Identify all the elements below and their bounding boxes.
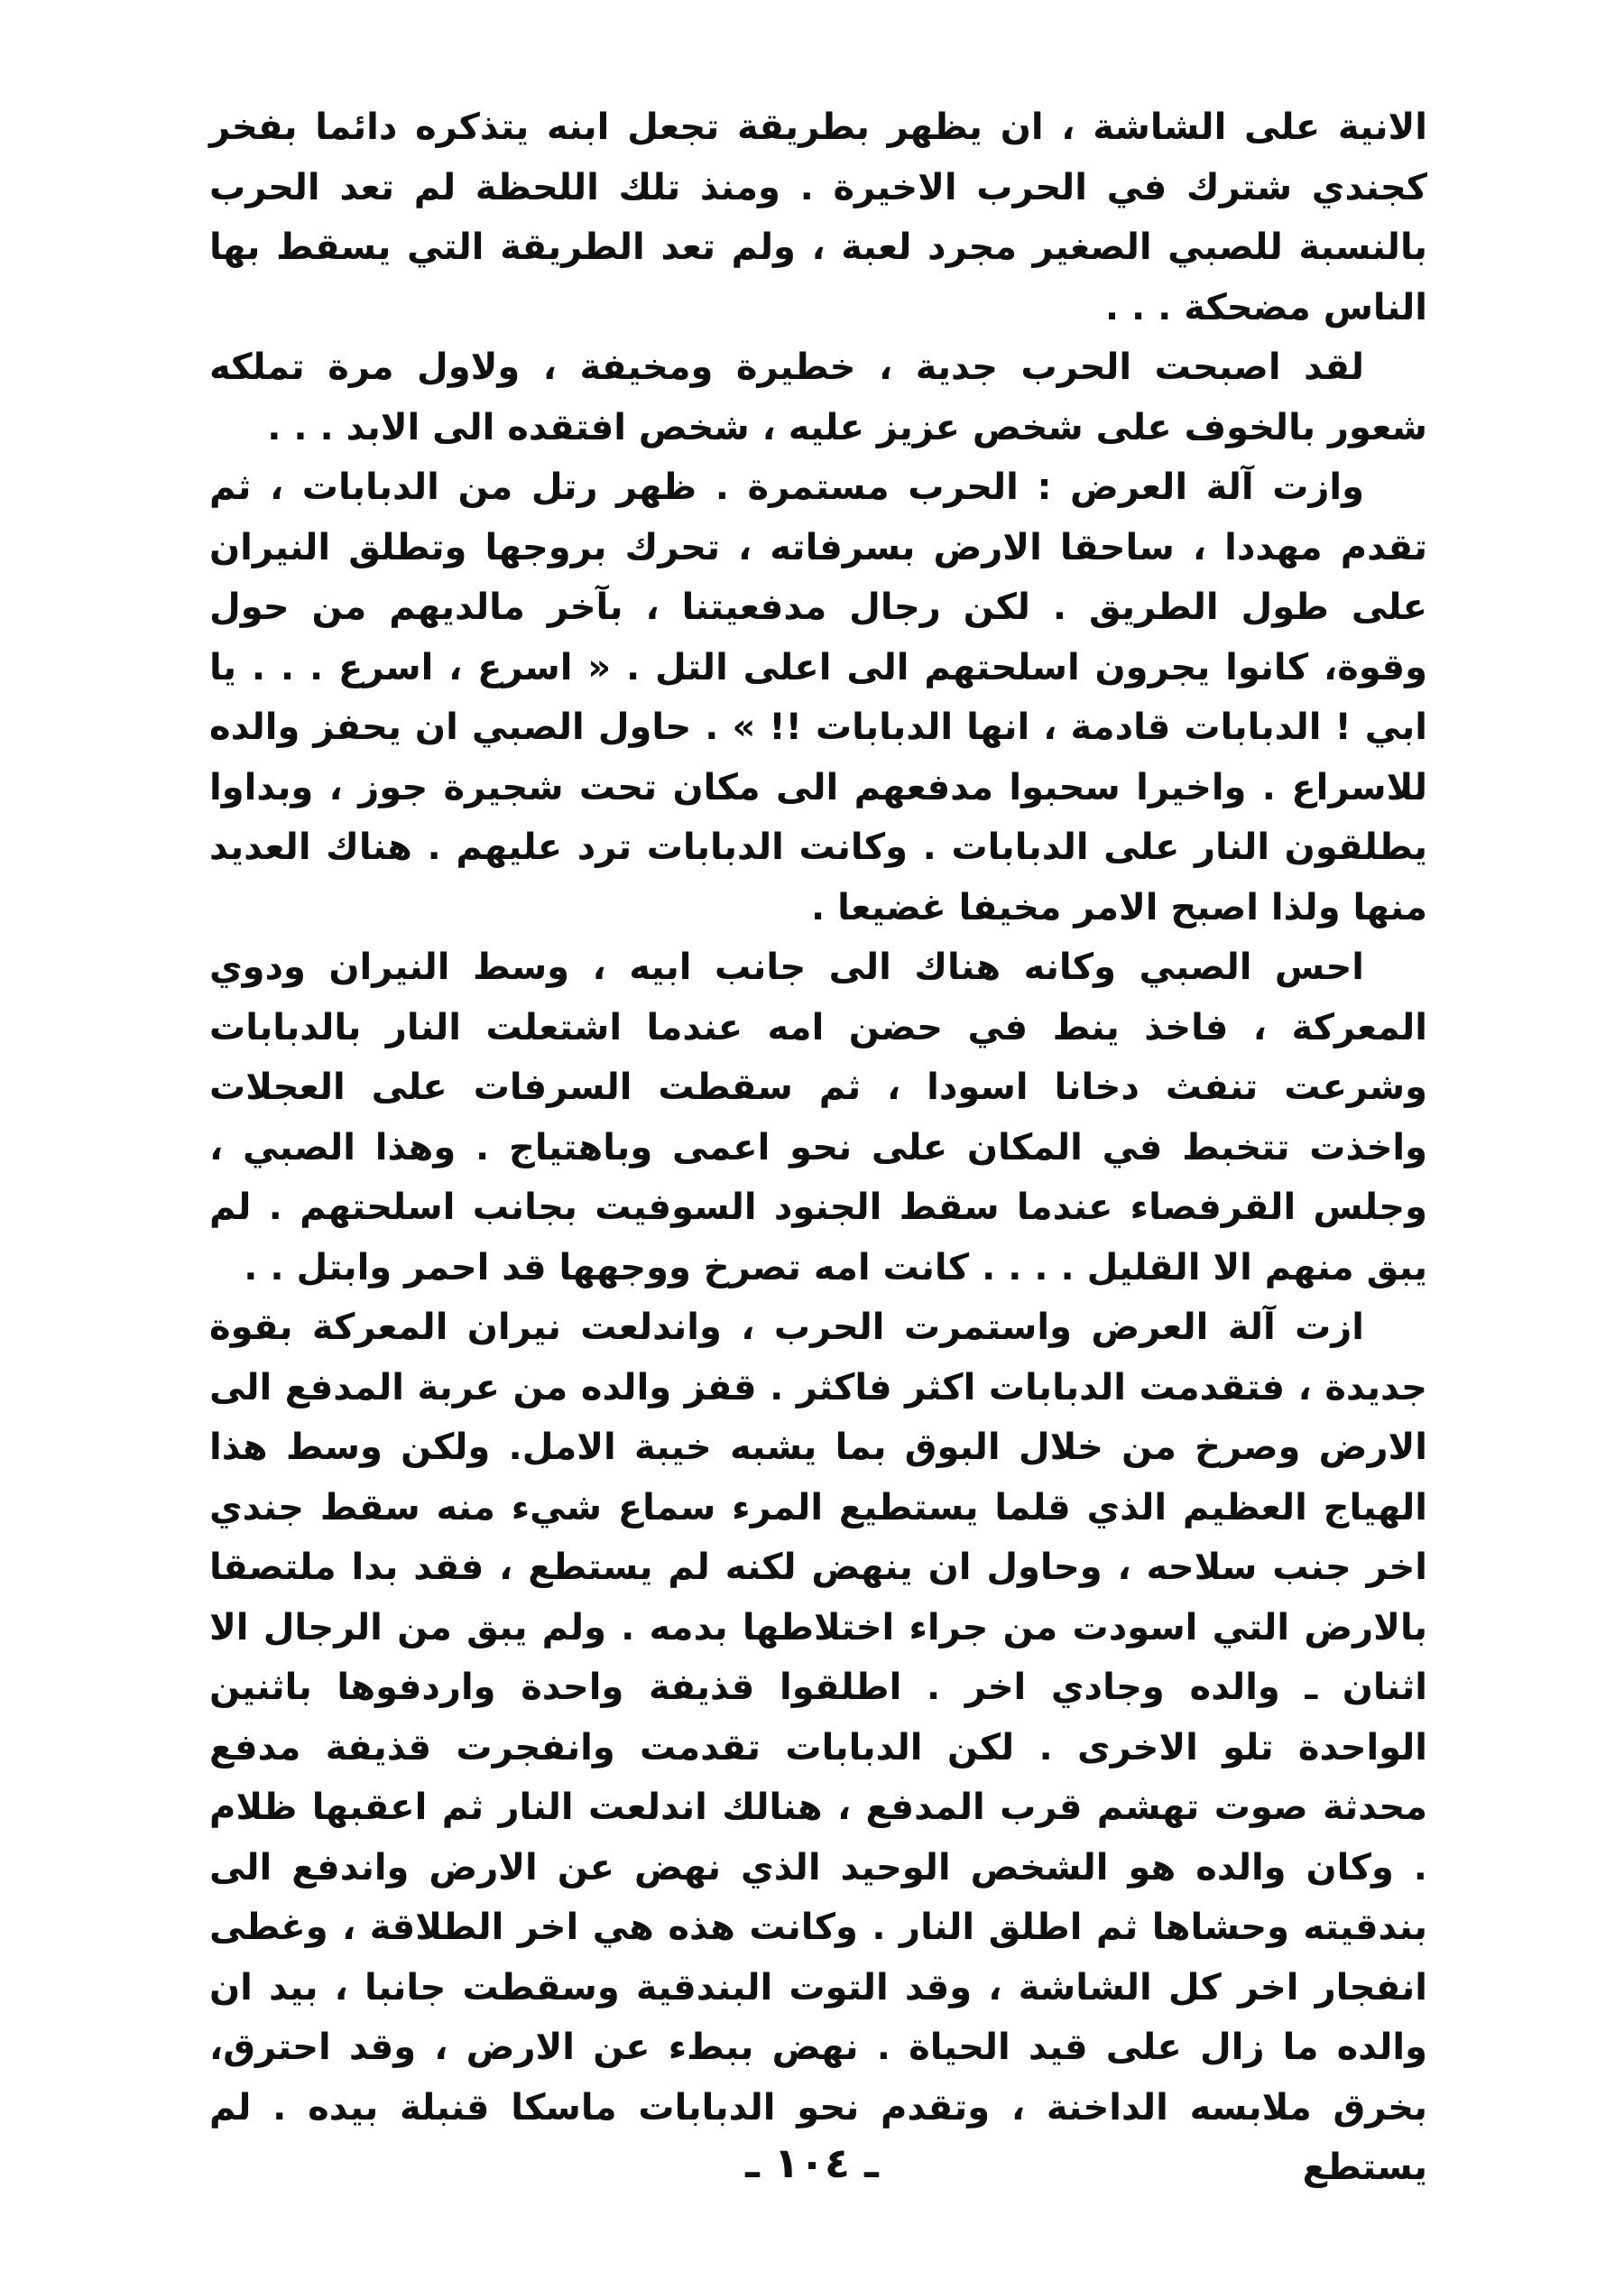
paragraph: ازت آلة العرض واستمرت الحرب ، واندلعت نيران المعركة بقوة جديدة ، فتقدمت الدبابات اكثر فاكثر . قفز والده من عربة المدفع الى الارض وصرخ من خلال البوق بما يشبه خيبة الامل. ولكن وسط هذا الهياج العظيم الذي قلما يستطيع المرء سماع شيء منه سقط جندي اخر جنب سلاحه ، وحاول ان ينهض لكنه لم يستطع ، فقد بدا ملتصقا بالارض التي اسودت من جراء اختلاطها بدمه . ولم يبق من الرجال الا اثنان ـ والده وجادي اخر . اطلقوا قذيفة واحدة واردفوها باثنين الواحدة تلو الاخرى . لكن الدبابات تقدمت وانفجرت قذيفة مدفع محدثة صوت تهشم قرب المدفع ، هنالك اندلعت النار ثم اعقبها ظلام . وكان والده هو الشخص الوحيد الذي نهض عن الارض واندفع الى بندقيته وحشاها ثم اطلق النار . وكانت هذه هي اخر الطلاقة ، وغطى انفجار اخر كل الشاشة ، وقد التوت البندقية وسقطت جانبا ، بيد ان والده ما زال على قيد الحياة . نهض ببطء عن الارض ، وقد احترق، بخرق ملابسه الداخنة ، وتقدم نحو الدبابات ماسكا قنبلة بيده . لم يستطع [209, 1307, 1427, 2188]
page-number: ـ ١٠٤ ـ [745, 2138, 879, 2187]
body-text [209, 97, 1427, 2198]
paragraph: الانية على الشاشة ، ان يظهر بطريقة تجعل ابنه يتذكره دائما بفخر كجندي شترك في الحرب الاخيرة . ومنذ تلك اللحظة لم تعد الحرب بالنسبة للصبي الصغير مجرد لعبة ، ولم تعد الطريقة التي يسقط بها الناس مضحكة . . . [209, 106, 1427, 328]
paragraph: لقد اصبحت الحرب جدية ، خطيرة ومخيفة ، ولاول مرة تملكه شعور بالخوف على شخص عزيز عليه ، شخص افتقده الى الابد . . . [209, 346, 1427, 448]
paragraph: وازت آلة العرض : الحرب مستمرة . ظهر رتل من الدبابات ، ثم تقدم مهددا ، ساحقا الارض بسرفاته ، تحرك بروجها وتطلق النيران على طول الطريق . لكن رجال مدفعيتنا ، بآخر مالديهم من حول وقوة، كانوا يجرون اسلحتهم الى اعلى التل . « اسرع ، اسرع . . . يا ابي ! الدبابات قادمة ، انها الدبابات !! » . حاول الصبي ان يحفز والده للاسراع . واخيرا سحبوا مدفعهم الى مكان تحت شجيرة جوز ، وبداوا يطلقون النار على الدبابات . وكانت الدبابات ترد عليهم . هناك العديد منها ولذا اصبح الامر مخيفا غضيعا . [209, 466, 1427, 928]
paragraph: احس الصبي وكانه هناك الى جانب ابيه ، وسط النيران ودوي المعركة ، فاخذ ينط في حضن امه عندما اشتعلت النار بالدبابات وشرعت تنفث دخانا اسودا ، ثم سقطت السرفات على العجلات واخذت تتخبط في المكان على نحو اعمى وباهتياج . وهذا الصبي ، وجلس القرفصاء عندما سقط الجنود السوفيت بجانب اسلحتهم . لم يبق منهم الا القليل . . . . كانت امه تصرخ ووجهها قد احمر وابتل . . [209, 947, 1427, 1288]
